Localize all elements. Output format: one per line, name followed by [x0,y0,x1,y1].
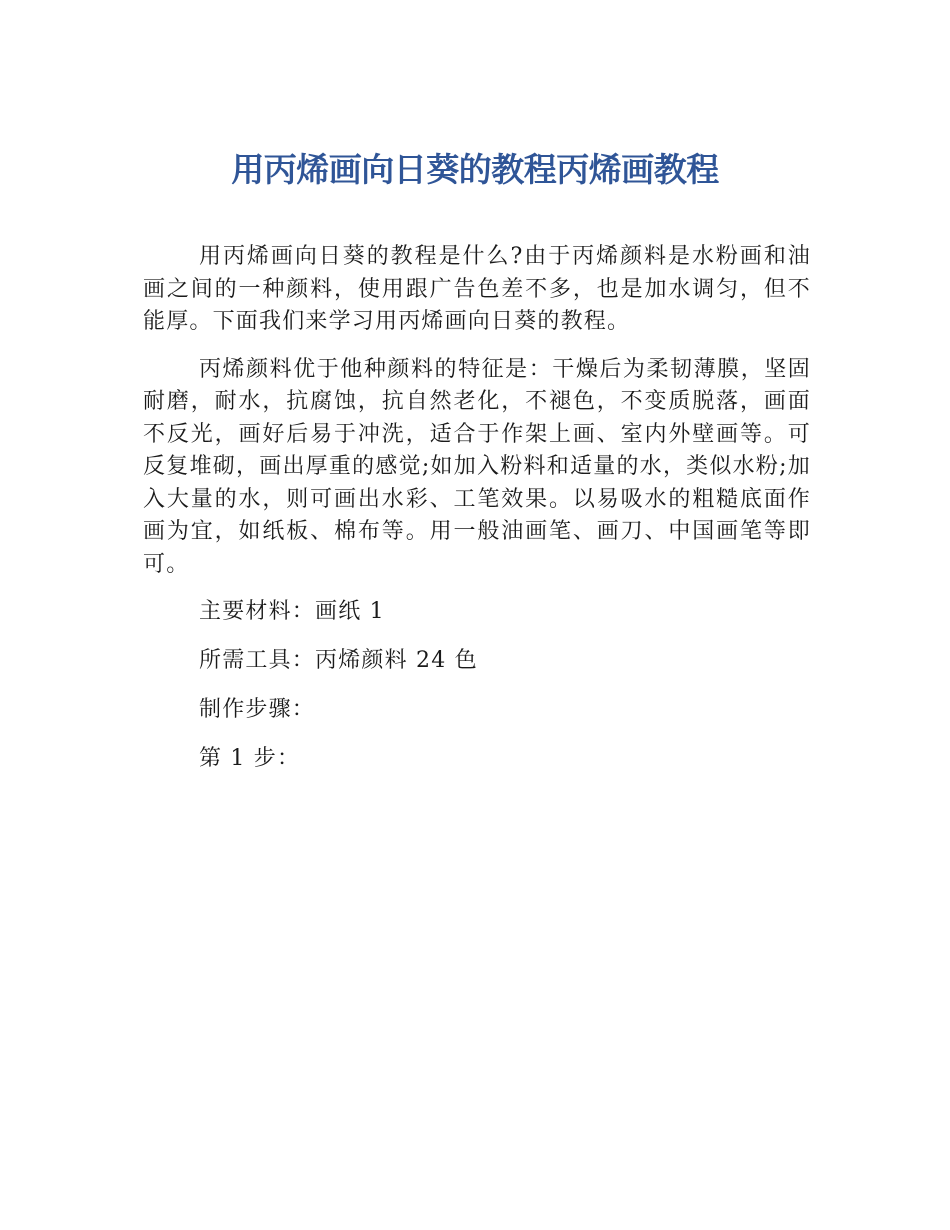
paragraph-features: 丙烯颜料优于他种颜料的特征是：干燥后为柔韧薄膜，坚固耐磨，耐水，抗腐蚀，抗自然老化，不褪色，不变质脱落，画面不反光，画好后易于冲洗，适合于作架上画、室内外壁画等。可反复堆砌，画出厚重的感觉;如加入粉料和适量的水，类似水粉;加入大量的水，则可画出水彩、工笔效果。以易吸水的粗糙底面作画为宜，如纸板、棉布等。用一般油画笔、画刀、中国画笔等即可。 [143,356,811,577]
paragraph-intro: 用丙烯画向日葵的教程是什么?由于丙烯颜料是水粉画和油画之间的一种颜料，使用跟广告色差不多，也是加水调匀，但不能厚。下面我们来学习用丙烯画向日葵的教程。 [143,244,811,334]
steps-heading: 制作步骤： [199,697,316,722]
document-body [143,241,811,792]
step-1-label: 第 1 步： [199,746,301,771]
materials-line: 主要材料：画纸 1 [199,599,385,624]
tools-line: 所需工具：丙烯颜料 24 色 [199,648,478,673]
document-title: 用丙烯画向日葵的教程丙烯画教程 [231,150,719,189]
